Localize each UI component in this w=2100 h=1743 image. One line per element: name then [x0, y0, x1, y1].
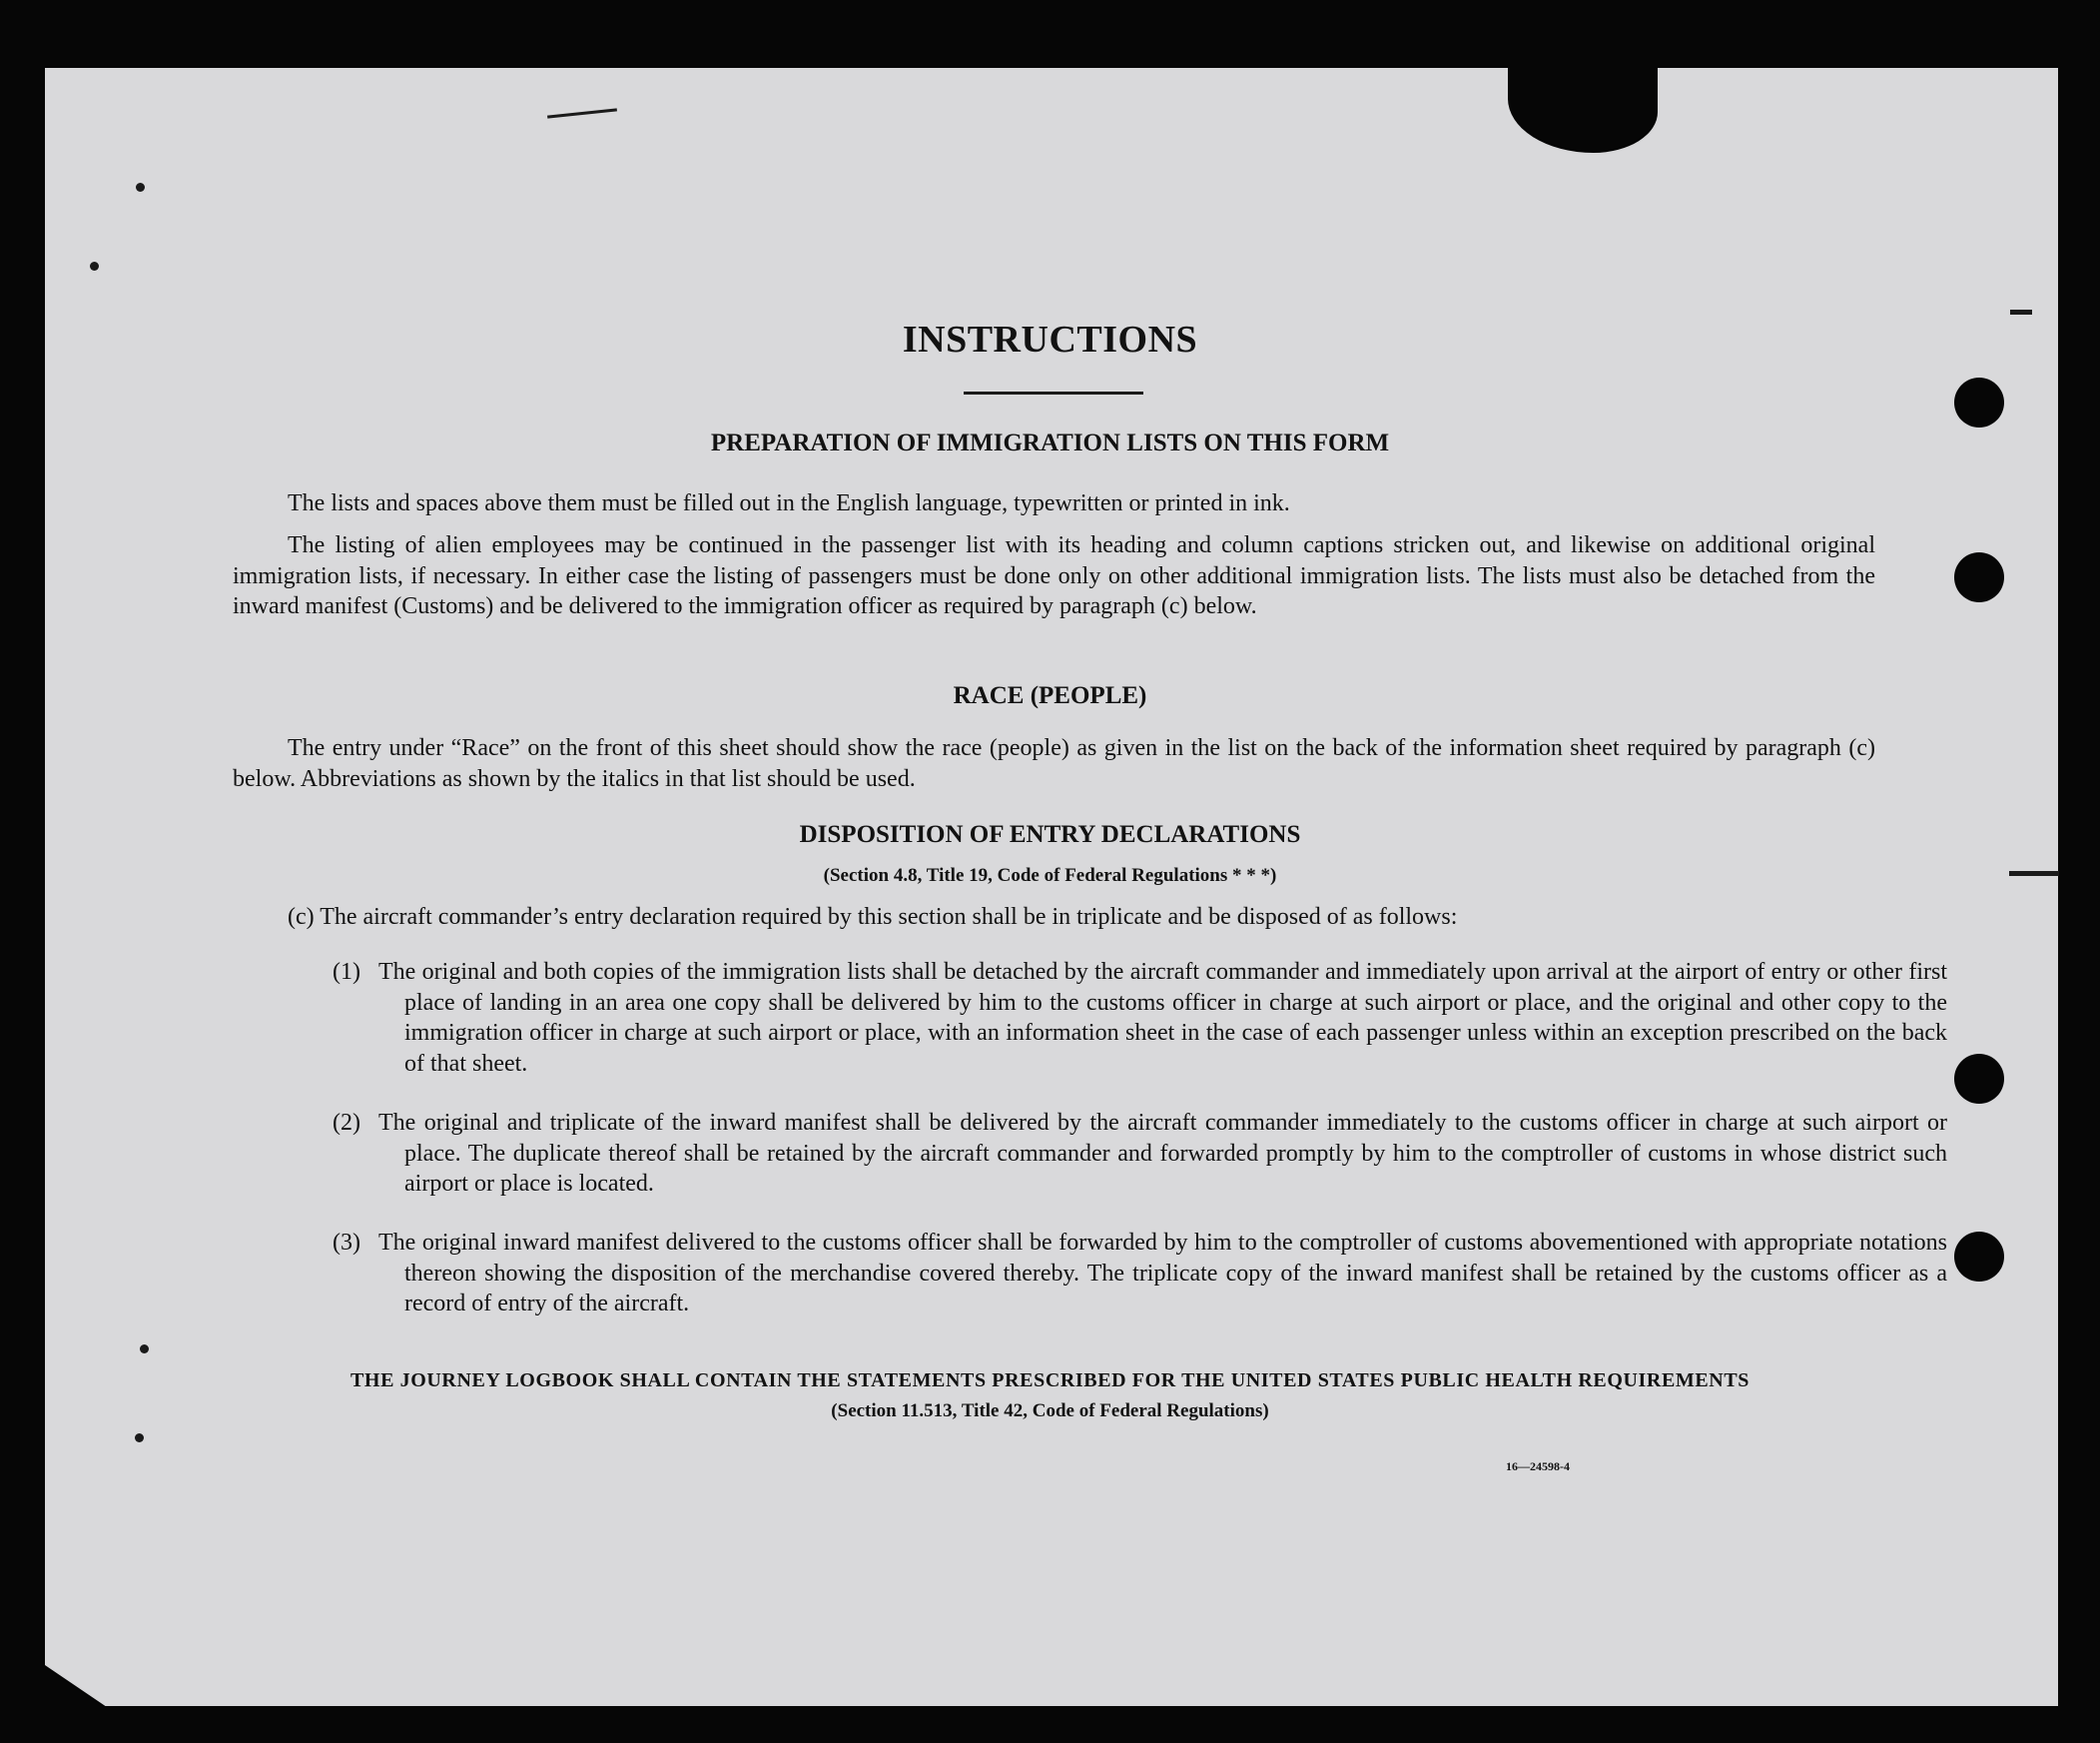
disposition-item: [333, 1228, 1947, 1319]
edge-mark: [2010, 310, 2032, 315]
item-text: The original and triplicate of the inward manifest shall be delivered by the aircraft commander immediately to the customs officer in charge at such airport or place. The duplicate thereof shall be retained by the aircraft commander and forwarded promptly by him to the comptroller of customs in whose district such airport or place is located.: [378, 1110, 1947, 1197]
disposition-item: [333, 957, 1947, 1079]
section-heading-preparation: PREPARATION OF IMMIGRATION LISTS ON THIS FORM: [710, 430, 1390, 456]
punch-hole: [1954, 378, 2004, 428]
section-heading-race: RACE (PEOPLE): [953, 682, 1147, 709]
preparation-paragraph-1: The lists and spaces above them must be filled out in the English language, typewritten or printed in ink.: [288, 490, 1290, 516]
form-number: 16—24598-4: [1506, 1459, 1570, 1473]
disposition-intro: (c) The aircraft commander’s entry declaration required by this section shall be in triplicate and be disposed of as follows:: [288, 904, 1458, 930]
page-title: INSTRUCTIONS: [902, 319, 1198, 361]
disposition-item: [333, 1108, 1947, 1200]
title-underline: [964, 392, 1143, 395]
item-text: The original and both copies of the immigration lists shall be detached by the aircraft commander and immediately upon arrival at the airport of entry or other first place of landing in an area one copy shall be delivered by him to the customs officer in charge at such airport or place, and the original and other copy to the immigration officer in charge at such airport or place, with an information sheet in the case of each passenger unless within an exception prescribed on the back of that sheet.: [378, 959, 1947, 1077]
preparation-paragraph-2: The listing of alien employees may be continued in the passenger list with its heading and column captions stricken out, and likewise on additional original immigration lists, if necessary. In either case the listing of passengers must be done only on other additional immigration lists. The lists must also be detached from the inward manifest (Customs) and be delivered to the immigration officer as required by paragraph (c) below.: [233, 532, 1875, 619]
punch-hole: [1954, 1054, 2004, 1104]
speck-mark: [90, 262, 99, 271]
speck-mark: [136, 183, 145, 192]
item-text: The original inward manifest delivered to the customs officer shall be forwarded by him to the comptroller of customs abovementioned with appropriate notations thereon showing the disposition of the merchandise covered thereby. The triplicate copy of the inward manifest shall be retained by the customs officer as a record of entry of the aircraft.: [378, 1230, 1947, 1316]
public-health-reference: (Section 11.513, Title 42, Code of Federal Regulations): [831, 1400, 1269, 1421]
disposition-reference: (Section 4.8, Title 19, Code of Federal Regulations * * *): [823, 865, 1277, 886]
speck-mark: [135, 1433, 144, 1442]
document-sheet: [45, 68, 2058, 1706]
section-heading-disposition: DISPOSITION OF ENTRY DECLARATIONS: [799, 821, 1301, 848]
item-number: (2): [333, 1110, 360, 1136]
speck-mark: [140, 1344, 149, 1353]
punch-hole: [1954, 1232, 2004, 1282]
item-number: (3): [333, 1230, 360, 1256]
race-paragraph: The entry under “Race” on the front of this sheet should show the race (people) as given in the list on the back of the information sheet required by paragraph (c) below. Abbreviations as shown by the italics in that list should be used.: [233, 735, 1875, 792]
item-number: (1): [333, 959, 360, 985]
punch-hole: [1954, 552, 2004, 602]
public-health-statement: THE JOURNEY LOGBOOK SHALL CONTAIN THE STATEMENTS PRESCRIBED FOR THE UNITED STATES PUBLIC HEALTH REQUIREMENTS: [350, 1369, 1750, 1391]
